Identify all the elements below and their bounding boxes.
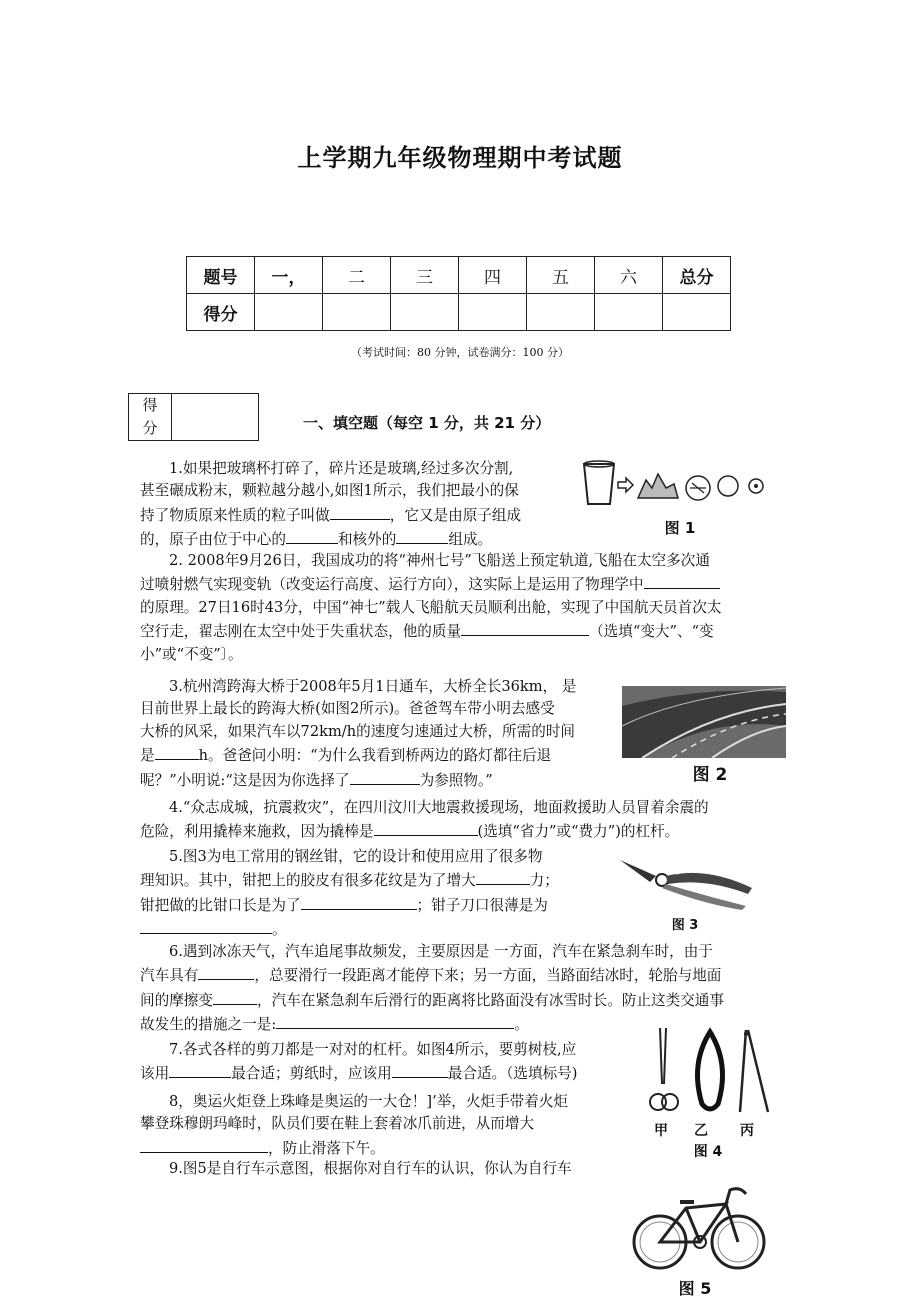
score-cell [255,294,323,331]
figure-4-labels [648,1120,778,1140]
score-table-score-row [187,294,731,331]
question-8: 8，奥运火炬登上珠峰是奥运的一大仓！]’举，火炬手带着火炬 攀登珠穆朗玛峰时，队员们要在鞋上套着冰爪前进，从而增大 ，防止滑落下午。 [140,1093,569,1157]
figure-4-scissors-image [648,1024,778,1120]
score-table-col: 三 [391,257,459,294]
section-score-label: 得 分 [129,394,172,441]
score-table-col: 一， [255,257,323,294]
figure-2-caption: 图 2 [692,765,728,785]
question-3: 3.杭州湾跨海大桥于2008年5月1日通车，大桥全长36km， 是 目前世界上最长的跨海大桥(如图2所示)。爸爸驾车带小明去感受 大桥的风采，如果汽车以72km/h的速度匀速通过大桥，所需的时间 是 h。爸爸问小明：“为什么我看到桥两边的路灯都往后退 呢？”小明说:“这是因为你选择了 为参照物。” [140,678,577,789]
question-1: 1.如果把玻璃杯打碎了，碎片还是玻璃,经过多次分割, 甚至碾成粉末，颗粒越分越小,如图1所示，我们把最小的保 持了物质原来性质的粒子叫做 ，它又是由原子组成 的，原子由位于中心的 和核外的 组成。 [140,460,522,549]
score-table [186,256,731,331]
question-7: 7.各式各样的剪刀都是一对对的杠杆。如图4所示，要剪树枝,应 该用 最合适；剪纸时，应该用 最合适。（选填标号) [140,1041,578,1083]
score-table-col: 总分 [663,257,731,294]
figure-5-caption: 图 5 [678,1279,712,1298]
score-cell [391,294,459,331]
figure-4-caption: 图 4 [693,1144,723,1160]
exam-note: （考试时间：80 分钟，试卷满分：100 分） [351,346,569,359]
figure-5-bicycle-image [630,1180,770,1276]
score-cell [323,294,391,331]
score-table-col: 六 [595,257,663,294]
figure-4-label-bing: 丙 [740,1123,754,1139]
figure-1-caption: 图 1 [664,519,696,537]
score-cell [459,294,527,331]
score-cell [595,294,663,331]
figure-1-glass-image [578,458,774,520]
figure-2-bridge-image [622,686,786,758]
section-score-box [128,393,259,441]
figure-4-label-yi: 乙 [694,1123,708,1139]
figure-3-caption: 图 3 [671,918,699,933]
figure-4-label-jia: 甲 [654,1123,668,1139]
page-title: 上学期九年级物理期中考试题 [297,143,623,172]
score-table-col: 五 [527,257,595,294]
section-heading: 一、填空题（每空 1 分，共 21 分） [303,414,551,432]
question-6: 6.遇到冰冻天气，汽车追尾事故频发，主要原因是 一方面，汽车在紧急刹车时，由于 汽车具有 ，总要滑行一段距离才能停下来；另一方面，当路面结冰时，轮胎与地面 间的摩擦变 ，汽车在紧急刹车后滑行的距离将比路面没有冰雪时长。防止这类交通事 故发生的措施之一是: 。 [140,943,724,1034]
question-4: 4.“众志成城，抗震救灾”，在四川汶川大地震救援现场，地面救援助人员冒着余震的 危险，利用撬棒来施救，因为撬棒是 (选填“省力”或“费力”)的杠杆。 [140,799,709,841]
score-table-col: 四 [459,257,527,294]
question-5: 5.图3为电工常用的钢丝钳，它的设计和使用应用了很多物 理知识。其中，钳把上的胶皮有很多花纹是为了增大 力； 钳把做的比钳口长是为了 ；钳子刀口很薄是为 。 [140,848,559,939]
question-9: 9.图5是自行车示意图，根据你对自行车的认识，你认为自行车 [169,1160,572,1177]
score-cell [527,294,595,331]
score-cell [663,294,731,331]
score-table-header-row [187,257,731,294]
question-2: 2. 2008年9月26日，我国成功的将“神州七号”飞船送上预定轨道,飞船在太空多次通 过喷射燃气实现变轨（改变运行高度、运行方向），这实际上是运用了物理学中 的原理。27日16时43分，中国“神七”载人飞船航天员顺利出舱，实现了中国航天员首次太 空行走，翟志刚在太空中处于失重状态，他的质量 （选填“变大”、“变 小”或“不变”〕。 [140,552,722,663]
section-score-cell [172,394,259,441]
score-table-row-label: 得分 [187,294,255,331]
score-table-row-label: 题号 [187,257,255,294]
figure-3-pliers-image [616,852,756,912]
score-table-col: 二 [323,257,391,294]
